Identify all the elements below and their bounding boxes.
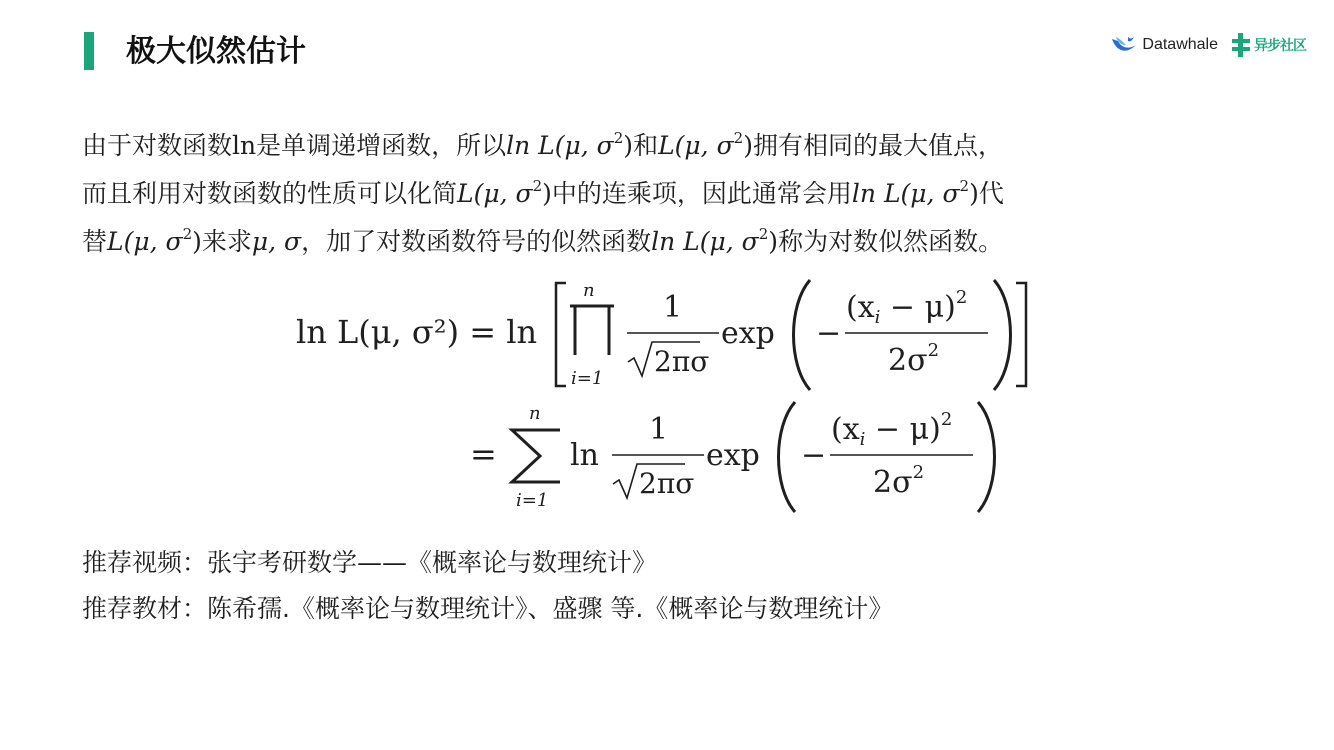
numerator: $(x_i - \mu)^2$ — [846, 287, 968, 328]
denominator-2: $2\sigma^2$ — [873, 462, 925, 500]
datawhale-text: Datawhale — [1142, 36, 1218, 53]
math-exponent: 2 — [758, 224, 769, 243]
frac-numerator-1b: 1 — [649, 412, 669, 447]
math-paren: ) — [743, 131, 753, 160]
sum-symbol — [512, 430, 560, 482]
product-symbol — [570, 306, 614, 355]
text-segment: 中的连乘项，因此通常会用 — [551, 179, 852, 208]
sum-upper: n — [529, 403, 541, 424]
recommended-book: 推荐教材：陈希孺.《概率论与数理统计》、盛骤 等.《概率论与数理统计》 — [82, 594, 894, 623]
text-segment: 替 — [82, 227, 108, 256]
right-paren-2 — [978, 402, 995, 512]
minus-sign: − — [816, 316, 842, 351]
text-segment: 由于对数函数 — [82, 131, 233, 160]
math-exponent: 2 — [613, 128, 624, 147]
prod-lower: i=1 — [571, 368, 604, 389]
text-segment: 拥有相同的最大值点， — [752, 131, 1003, 160]
right-paren — [994, 280, 1011, 390]
left-paren-2 — [779, 402, 796, 512]
math-mu-sigma: μ, σ — [251, 227, 302, 256]
text-segment: 来求 — [201, 227, 252, 256]
recommended-video: 推荐视频：张宇考研数学——《概率论与数理统计》 — [82, 548, 658, 577]
math-exponent: 2 — [733, 128, 744, 147]
math-lnL: ln L(μ, σ — [506, 131, 614, 160]
sum-lower: i=1 — [516, 490, 549, 511]
formula-lhs: ln L(μ, σ²) = ln — [296, 313, 538, 351]
math-paren: ) — [192, 227, 202, 256]
math-lnL: ln L(μ, σ — [851, 179, 960, 208]
sqrt-content: 2πσ — [654, 345, 710, 378]
math-L: L(μ, σ — [658, 131, 734, 160]
exp-text: exp — [721, 316, 775, 351]
math-paren: ) — [542, 179, 552, 208]
left-paren — [794, 280, 811, 390]
exp-text-2: exp — [706, 438, 760, 473]
math-paren: ) — [623, 131, 634, 160]
denominator: $2\sigma^2$ — [888, 340, 940, 378]
text-segment: ，加了对数函数符号的似然函数 — [301, 227, 652, 256]
math-L: L(μ, σ — [107, 227, 183, 256]
minus-sign-2: − — [801, 438, 827, 473]
right-bracket — [1016, 283, 1026, 386]
text-segment: 和 — [633, 131, 659, 160]
math-paren: ) — [768, 227, 779, 256]
ln-text: ln — [570, 438, 599, 473]
text-segment: 称为对数似然函数。 — [778, 227, 1004, 256]
math-paren: ) — [969, 179, 979, 208]
frac-numerator-1: 1 — [663, 290, 683, 325]
equals-sign: = — [470, 435, 497, 473]
sqrt-content-2: 2πσ — [639, 467, 695, 500]
page-title: 极大似然估计 — [126, 34, 306, 69]
yibu-text: 异步社区 — [1254, 38, 1306, 54]
math-lnL: ln L(μ, σ — [651, 227, 759, 256]
numerator-2: $(x_i - \mu)^2$ — [831, 409, 953, 450]
math-ln: ln — [232, 131, 257, 160]
math-exponent: 2 — [959, 176, 970, 195]
math-exponent: 2 — [532, 176, 543, 195]
text-segment: 是单调递增函数，所以 — [256, 131, 507, 160]
references — [82, 540, 893, 632]
left-bracket — [556, 283, 566, 386]
math-exponent: 2 — [182, 224, 193, 243]
text-segment: 代 — [978, 179, 1004, 208]
math-L: L(μ, σ — [457, 179, 533, 208]
text-segment: 而且利用对数函数的性质可以化简 — [82, 179, 458, 208]
prod-upper: n — [583, 280, 595, 301]
